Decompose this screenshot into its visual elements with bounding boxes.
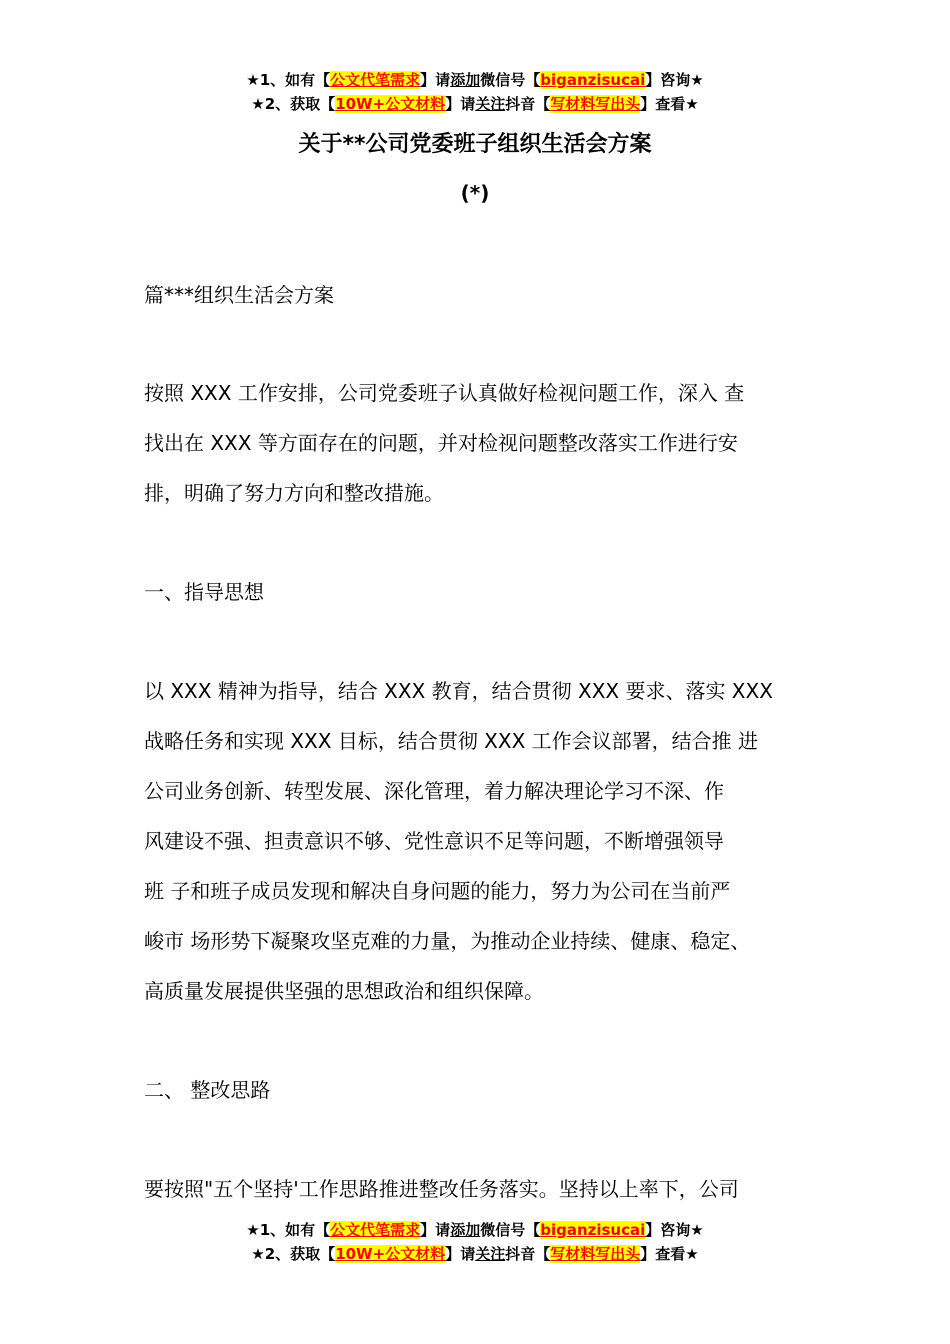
banner-text: 】请 — [420, 71, 451, 89]
banner-line-2 — [0, 1242, 950, 1266]
underlined-text: 关注 — [475, 95, 506, 113]
banner-text: ★2、获取【 — [251, 1245, 336, 1263]
paragraph-line: 峻市 场形势下凝聚攻坚克难的力量，为推动企业持续、健康、稳定、 — [144, 929, 751, 953]
paragraph-line: 要按照"五个坚持'工作思路推进整改任务落实。坚持以上率下，公司 — [144, 1177, 739, 1201]
highlight-text: biganzisucai — [540, 1221, 646, 1239]
bottom-banner — [0, 1218, 950, 1266]
banner-text: ★2、获取【 — [251, 95, 336, 113]
highlight-text: 公文代笔需求 — [330, 71, 421, 89]
paragraph-line: 战略任务和实现 XXX 目标，结合贯彻 XXX 工作会议部署，结合推 进 — [144, 729, 758, 753]
highlight-text: 写材料写出头 — [550, 1245, 641, 1263]
section-label-text: 篇***组织生活会方案 — [144, 283, 334, 307]
paragraph-line: 风建设不强、担责意识不够、党性意识不足等问题，不断增强领导 — [144, 829, 724, 853]
banner-line-1 — [0, 68, 950, 92]
banner-text: ★1、如有【 — [246, 71, 331, 89]
banner-line-1 — [0, 1218, 950, 1242]
banner-text: 】查看★ — [640, 95, 699, 113]
rectification-paragraph — [144, 1164, 824, 1214]
heading-rectification-approach — [144, 1065, 824, 1115]
banner-line-2 — [0, 92, 950, 116]
underlined-text: 添加 — [450, 71, 481, 89]
paragraph-line: 找出在 XXX 等方面存在的问题，并对检视问题整改落实工作进行安 — [144, 431, 738, 455]
banner-text: 】咨询★ — [645, 1221, 704, 1239]
guiding-thought-paragraph — [144, 666, 824, 1016]
underlined-text: 关注 — [475, 1245, 506, 1263]
highlight-text: biganzisucai — [540, 71, 646, 89]
banner-text: 】查看★ — [640, 1245, 699, 1263]
heading-text: 一、指导思想 — [144, 580, 264, 604]
document-title: 关于**公司党委班子组织生活会方案 — [298, 132, 652, 157]
banner-text: 】请 — [445, 95, 476, 113]
top-banner — [0, 68, 950, 116]
banner-text: 抖音【 — [505, 95, 551, 113]
highlight-text: 10W+公文材料 — [335, 95, 446, 113]
banner-text: 】请 — [420, 1221, 451, 1239]
paragraph-line: 以 XXX 精神为指导，结合 XXX 教育，结合贯彻 XXX 要求、落实 XXX — [144, 679, 773, 703]
banner-text: 】请 — [445, 1245, 476, 1263]
banner-text: 抖音【 — [505, 1245, 551, 1263]
banner-text: ★1、如有【 — [246, 1221, 331, 1239]
paragraph-line: 按照 XXX 工作安排，公司党委班子认真做好检视问题工作，深入 查 — [144, 381, 745, 405]
paragraph-line: 高质量发展提供坚强的思想政治和组织保障。 — [144, 979, 544, 1003]
banner-text: 微信号【 — [480, 71, 541, 89]
document-subtitle: (*) — [460, 181, 490, 205]
paragraph-line: 班 子和班子成员发现和解决自身问题的能力，努力为公司在当前严 — [144, 879, 731, 903]
banner-text: 】咨询★ — [645, 71, 704, 89]
section-label — [144, 270, 824, 320]
paragraph-line: 公司业务创新、转型发展、深化管理，着力解决理论学习不深、作 — [144, 779, 724, 803]
highlight-text: 写材料写出头 — [550, 95, 641, 113]
heading-guiding-thought — [144, 567, 824, 617]
underlined-text: 添加 — [450, 1221, 481, 1239]
banner-text: 微信号【 — [480, 1221, 541, 1239]
intro-paragraph — [144, 368, 824, 518]
paragraph-line: 排，明确了努力方向和整改措施。 — [144, 481, 444, 505]
heading-text: 二、 整改思路 — [144, 1078, 271, 1102]
highlight-text: 公文代笔需求 — [330, 1221, 421, 1239]
highlight-text: 10W+公文材料 — [335, 1245, 446, 1263]
